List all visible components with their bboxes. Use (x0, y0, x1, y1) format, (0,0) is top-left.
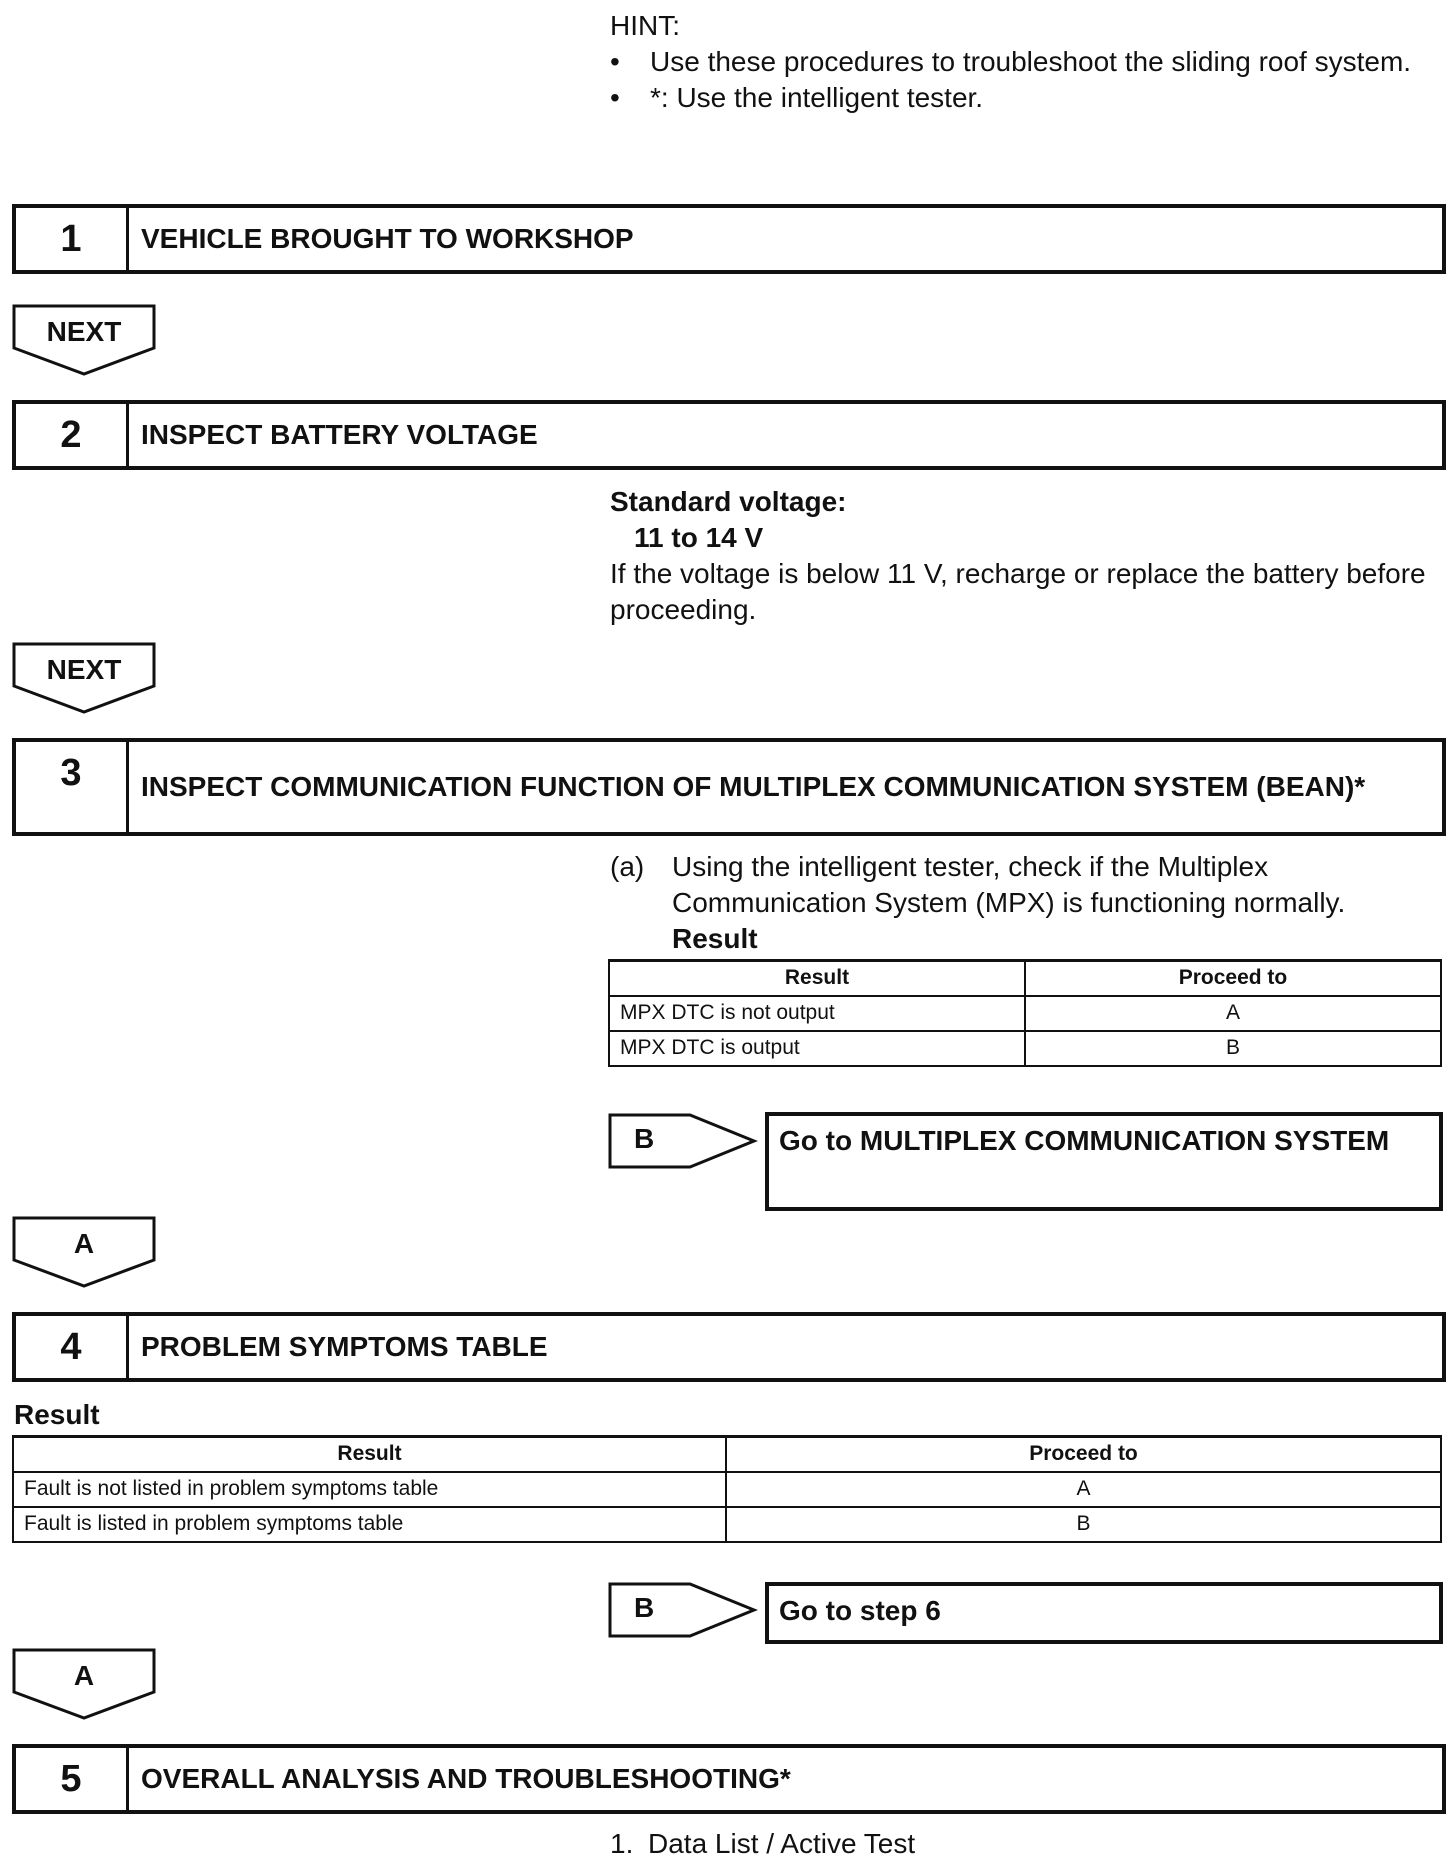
step-4-header (12, 1312, 1446, 1382)
result-label: Result (672, 923, 758, 954)
table-cell: MPX DTC is not output (609, 996, 1025, 1031)
next-chevron[interactable] (12, 304, 160, 378)
table-cell: B (726, 1507, 1441, 1542)
arrow-right-icon (608, 1582, 758, 1642)
table-cell: Fault is listed in problem symptoms table (13, 1507, 726, 1542)
standard-voltage-value: 11 to 14 V (634, 522, 764, 553)
hint-label: HINT: (610, 10, 680, 41)
next-label: NEXT (46, 654, 122, 685)
table-cell: Fault is not listed in problem symptoms table (13, 1472, 726, 1507)
goto-multiplex-box[interactable]: Go to MULTIPLEX COMMUNICATION SYSTEM (765, 1112, 1443, 1211)
step-5-item-text: Data List / Active Test (648, 1828, 916, 1859)
branch-b-arrow[interactable] (608, 1582, 758, 1642)
step-number: 1 (16, 208, 129, 270)
branch-a-chevron[interactable] (12, 1648, 160, 1722)
table-header-row (13, 1437, 1441, 1472)
hint-list (610, 44, 1430, 116)
step-5-header (12, 1744, 1446, 1814)
table-row (13, 1472, 1441, 1507)
step-title: OVERALL ANALYSIS AND TROUBLESHOOTING* (141, 1763, 791, 1794)
step-3-result-table (608, 959, 1442, 1067)
step-number: 2 (16, 404, 129, 466)
hint-item: • *: Use the intelligent tester. (610, 80, 1430, 116)
next-label: NEXT (46, 316, 122, 347)
hint-section (610, 8, 1430, 116)
table-header: Proceed to (1025, 961, 1441, 996)
instruction-marker: (a) (610, 851, 645, 882)
arrow-right-icon (608, 1113, 758, 1173)
step-5-item-number: 1. (610, 1828, 634, 1859)
step-number: 5 (16, 1748, 129, 1810)
step-title: INSPECT BATTERY VOLTAGE (141, 419, 538, 450)
branch-b-arrow[interactable] (608, 1113, 758, 1173)
branch-a-label: A (73, 1660, 95, 1691)
branch-a-chevron[interactable] (12, 1216, 160, 1290)
table-header: Result (609, 961, 1025, 996)
hint-item: • Use these procedures to troubleshoot the sliding roof system. (610, 44, 1430, 80)
step-3-header (12, 738, 1446, 836)
step-title: INSPECT COMMUNICATION FUNCTION OF MULTIPLEX COMMUNICATION SYSTEM (BEAN)* (141, 771, 1366, 802)
standard-voltage-label: Standard voltage: (610, 486, 847, 517)
table-cell: MPX DTC is output (609, 1031, 1025, 1066)
next-chevron[interactable] (12, 642, 160, 716)
step-2-header (12, 400, 1446, 470)
step-title: PROBLEM SYMPTOMS TABLE (141, 1331, 548, 1362)
step-title: VEHICLE BROUGHT TO WORKSHOP (141, 223, 634, 254)
branch-a-label: A (73, 1228, 95, 1259)
step-2-content (610, 484, 1430, 628)
step-number: 3 (16, 742, 129, 832)
step-3-instruction (672, 849, 1432, 957)
table-cell: A (1025, 996, 1441, 1031)
table-cell: B (1025, 1031, 1441, 1066)
table-row (609, 1031, 1441, 1066)
instruction-text: Using the intelligent tester, check if the Multiplex Communication System (MPX) is functioning normally. (672, 851, 1346, 918)
result-label: Result (14, 1399, 100, 1430)
table-header-row (609, 961, 1441, 996)
table-header: Proceed to (726, 1437, 1441, 1472)
step-number: 4 (16, 1316, 129, 1378)
table-header: Result (13, 1437, 726, 1472)
table-row (609, 996, 1441, 1031)
voltage-note: If the voltage is below 11 V, recharge or replace the battery before proceeding. (610, 558, 1426, 625)
branch-b-label: B (634, 1592, 655, 1623)
step-1-header (12, 204, 1446, 274)
table-row (13, 1507, 1441, 1542)
branch-b-label: B (634, 1123, 655, 1154)
table-cell: A (726, 1472, 1441, 1507)
step-4-result-table (12, 1435, 1442, 1543)
goto-step-6-box[interactable]: Go to step 6 (765, 1582, 1443, 1644)
